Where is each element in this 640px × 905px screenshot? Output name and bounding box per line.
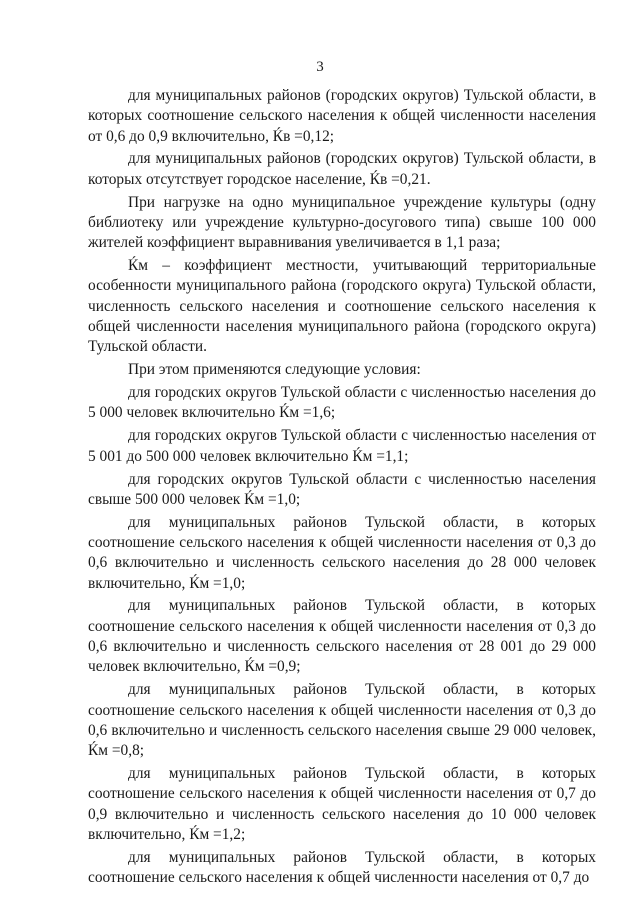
- paragraph: для муниципальных районов Тульской области, в которых соотношение сельского населения к общей численности населения от 0,3 до 0,6 включительно и численность сельского населения от 28 001 до 29 000 человек включительно, Ќм =0,9;: [88, 597, 596, 676]
- page-number: 3: [316, 59, 324, 75]
- paragraph: для муниципальных районов Тульской области, в которых соотношение сельского населения к общей численности населения от 0,7 до: [88, 848, 596, 887]
- paragraph: для муниципальных районов (городских округов) Тульской области, в которых соотношение сельского населения к общей численности населения от 0,6 до 0,9 включительно, Ќв =0,12;: [88, 87, 596, 145]
- body-text: [88, 86, 596, 888]
- paragraph: для муниципальных районов Тульской области, в которых соотношение сельского населения к общей численности населения от 0,3 до 0,6 включительно и численность сельского населения свыше 29 000 человек, Ќм =0,8;: [88, 681, 596, 760]
- paragraph: для городских округов Тульской области с численностью населения до 5 000 человек включительно Ќм =1,6;: [88, 384, 596, 422]
- paragraph: для муниципальных районов Тульской области, в которых соотношение сельского населения к общей численности населения от 0,7 до 0,9 включительно и численность сельского населения до 10 000 человек включительно, Ќм =1,2;: [88, 765, 596, 843]
- paragraph: для городских округов Тульской области с численностью населения от 5 001 до 500 000 человек включительно Ќм =1,1;: [88, 427, 596, 465]
- paragraph: для муниципальных районов Тульской области, в которых соотношение сельского населения к общей численности населения от 0,3 до 0,6 включительно и численность сельского населения до 28 000 человек включительно, Ќм =1,0;: [88, 513, 596, 592]
- paragraph: При этом применяются следующие условия:: [128, 361, 421, 379]
- paragraph: для муниципальных районов (городских округов) Тульской области, в которых отсутствует городское население, Ќв =0,21.: [88, 150, 596, 188]
- paragraph: для городских округов Тульской области с численностью населения свыше 500 000 человек Ќм =1,0;: [88, 470, 596, 508]
- paragraph: Ќм – коэффициент местности, учитывающий территориальные особенности муниципального района (городского округа) Тульской области, численность сельского населения и соотношение сельского населения к общей численности населения муниципального района (городского округа) Тульской области.: [88, 257, 596, 356]
- paragraph: При нагрузке на одно муниципальное учреждение культуры (одну библиотеку или учреждение культурно-досугового типа) свыше 100 000 жителей коэффициент выравнивания увеличивается в 1,1 раза;: [88, 193, 596, 252]
